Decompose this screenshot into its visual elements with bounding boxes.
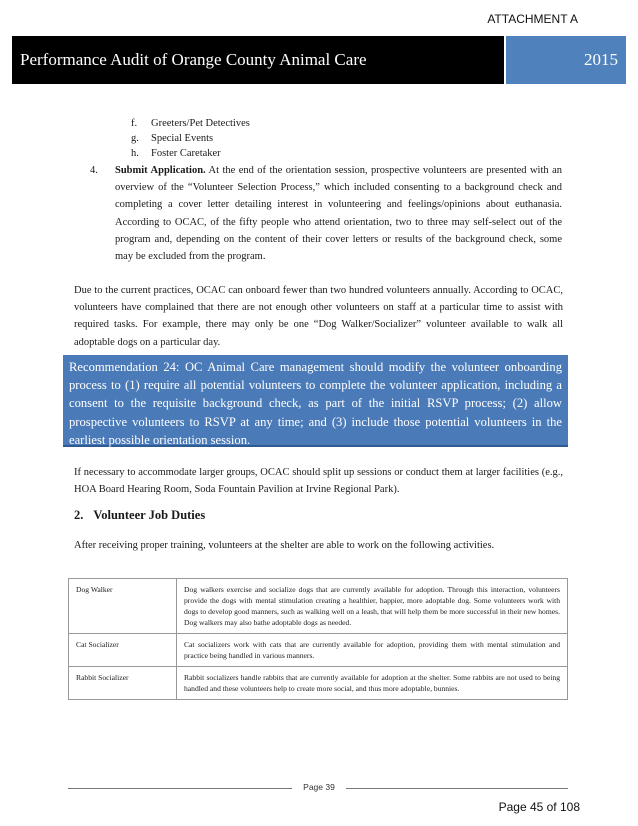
footer-rule-right <box>346 788 568 789</box>
table-cell-role: Rabbit Socializer <box>69 667 177 700</box>
duties-table <box>68 578 568 700</box>
table-row <box>69 634 568 667</box>
list-marker: g. <box>131 133 139 144</box>
list-item-body <box>115 162 562 265</box>
header-year: 2015 <box>506 36 626 84</box>
table-row <box>69 579 568 634</box>
list-marker: 4. <box>90 165 98 176</box>
list-marker: f. <box>131 118 138 129</box>
list-item <box>131 132 213 146</box>
recommendation-box: Recommendation 24: OC Animal Care management should modify the volunteer onboarding process to (1) require all potential volunteers to complete the volunteer application, including a consent to the requisite background check, as part of the initial RSVP process; (2) allow prospective volunteers to RSVP at any time; and (3) include those potential volunteers in the earliest possible orientation session. <box>63 355 568 447</box>
body-paragraph: Due to the current practices, OCAC can onboard fewer than two hundred volunteers annually. According to OCAC, volunteers have complained that there are not enough other volunteers on staff at a particular time to assist with required tasks. For example, there may only be one “Dog Walker/Socializer” volunteer available to walk all adoptable dogs on a particular day. <box>74 285 563 348</box>
list-item-text: Foster Caretaker <box>151 148 221 159</box>
list-item-text: Greeters/Pet Detectives <box>151 118 250 129</box>
header-title: Performance Audit of Orange County Animal Care <box>12 36 504 84</box>
page-of-total: Page 45 of 108 <box>498 800 580 814</box>
section-number: 2. <box>74 508 84 522</box>
list-item-submit-application <box>90 162 562 265</box>
body-paragraph: After receiving proper training, volunteers at the shelter are able to work on the following activities. <box>74 540 495 551</box>
list-item <box>131 117 250 131</box>
table-cell-description: Rabbit socializers handle rabbits that are currently available for adoption at the shelter. Some rabbits are not used to being handled and these volunteers help to create more social, and thus more adoptable, bunnies. <box>177 667 568 700</box>
list-item-text: Special Events <box>151 133 214 144</box>
table-cell-description: Dog walkers exercise and socialize dogs that are currently available for adoption. Through this interaction, volunteers provide the dogs with mental stimulation creating a healthier, happier, more adoptable dog. Some volunteers work with dogs to develop good manners, such as walking well on a leash, that will help them be more successful in their new homes. Dog walkers may also bathe adoptable dogs as needed. <box>177 579 568 634</box>
table-cell-description: Cat socializers work with cats that are currently available for adoption, providing them with mental stimulation and practice being handled in various manners. <box>177 634 568 667</box>
list-item-lead: Submit Application. <box>115 165 206 176</box>
table-row <box>69 667 568 700</box>
page-number: Page 39 <box>303 782 335 792</box>
body-paragraph: If necessary to accommodate larger groups, OCAC should split up sessions or conduct them at larger facilities (e.g., HOA Board Hearing Room, Soda Fountain Pavilion at Irvine Regional Park). <box>74 467 563 496</box>
list-item-text: At the end of the orientation session, prospective volunteers are presented with an overview of the “Volunteer Selection Process,” which included consenting to a background check and completing a cover letter detailing interest in volunteering and feelings/opinions about euthanasia. According to OCAC, of the fifty people who attend orientation, two to three may self-select out of the program and, depending on the content of their cover letters or results of the background check, some may be excluded from the program. <box>115 165 562 263</box>
section-heading <box>74 508 205 523</box>
section-title: Volunteer Job Duties <box>93 508 206 522</box>
table-cell-role: Cat Socializer <box>69 634 177 667</box>
attachment-label: ATTACHMENT A <box>487 12 578 26</box>
list-marker: h. <box>131 148 139 159</box>
list-item <box>131 147 221 161</box>
document-header <box>12 36 626 84</box>
table-cell-role: Dog Walker <box>69 579 177 634</box>
